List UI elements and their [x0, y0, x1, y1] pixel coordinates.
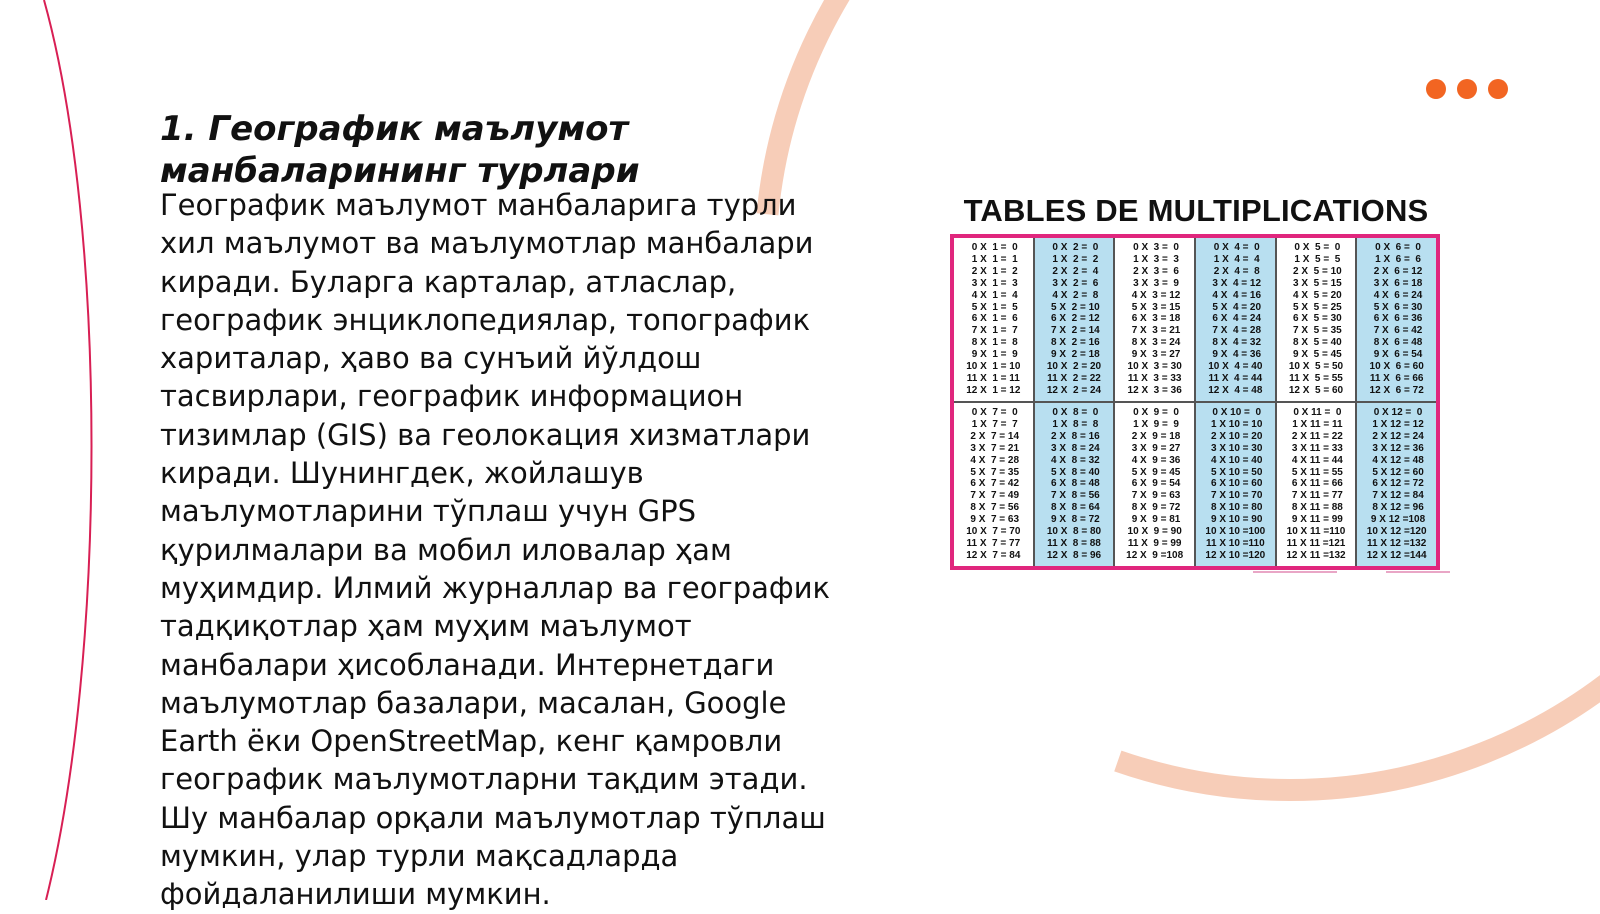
table-row: 0 X 10 = 0: [1209, 407, 1262, 418]
table-row: 10 X 9 = 90: [1127, 526, 1182, 538]
table-row: 4 X 6 = 24: [1370, 289, 1423, 301]
table-row: 7 X 10 = 70: [1208, 490, 1263, 502]
table-10: [1196, 403, 1275, 566]
figure-footer-line: [1386, 571, 1450, 573]
table-row: 11 X 1 = 11: [966, 372, 1020, 384]
table-row: 8 X 9 = 72: [1128, 502, 1181, 514]
table-row: 2 X 6 = 12: [1370, 265, 1423, 277]
table-row: 9 X 4 = 36: [1209, 349, 1262, 361]
table-row: 9 X 10 = 90: [1208, 514, 1263, 526]
table-12: [1357, 403, 1436, 566]
table-row: 5 X 1 = 5: [969, 301, 1018, 313]
table-row: 4 X 10 = 40: [1208, 454, 1263, 466]
table-row: 6 X 8 = 48: [1048, 478, 1100, 490]
table-row: 4 X 2 = 8: [1049, 289, 1099, 301]
table-row: 3 X 5 = 15: [1290, 277, 1342, 289]
table-row: 10 X 5 = 50: [1288, 361, 1344, 373]
table-row: 1 X 10 = 10: [1208, 418, 1263, 430]
table-row: 11 X 7 = 77: [966, 537, 1021, 549]
table-row: 7 X 11 = 77: [1289, 490, 1343, 502]
table-row: 12 X 3 = 36: [1127, 384, 1182, 396]
table-row: 0 X 4 = 0: [1210, 242, 1260, 253]
table-row: 8 X 4 = 32: [1209, 337, 1262, 349]
tables-frame: [950, 234, 1440, 570]
table-row: 8 X 1 = 8: [969, 337, 1018, 349]
table-row: 7 X 7 = 49: [967, 490, 1020, 502]
table-row: 8 X 8 = 64: [1048, 502, 1100, 514]
table-row: 6 X 4 = 24: [1209, 313, 1262, 325]
table-row: 5 X 3 = 15: [1128, 301, 1181, 313]
table-row: 12 X 8 = 96: [1046, 549, 1102, 561]
table-row: 1 X 1 = 1: [969, 253, 1018, 265]
table-row: 8 X 3 = 24: [1128, 337, 1181, 349]
table-row: 7 X 12 = 84: [1369, 490, 1424, 502]
table-row: 8 X 2 = 16: [1048, 337, 1100, 349]
table-row: 3 X 2 = 6: [1049, 277, 1099, 289]
table-row: 6 X 12 = 72: [1369, 478, 1424, 490]
table-6: [1357, 238, 1436, 401]
table-row: 2 X 8 = 16: [1048, 430, 1100, 442]
table-row: 12 X 2 = 24: [1046, 384, 1102, 396]
dot: [1457, 79, 1477, 99]
table-row: 3 X 8 = 24: [1048, 442, 1100, 454]
table-row: 2 X 7 = 14: [967, 430, 1020, 442]
table-row: 3 X 9 = 27: [1128, 442, 1181, 454]
table-row: 12 X 7 = 84: [966, 549, 1021, 561]
table-row: 8 X 11 = 88: [1289, 502, 1343, 514]
table-row: 1 X 4 = 4: [1210, 253, 1260, 265]
table-row: 9 X 12 =108: [1368, 514, 1426, 526]
table-row: 7 X 9 = 63: [1128, 490, 1181, 502]
table-row: 0 X 11 = 0: [1290, 407, 1342, 418]
table-row: 9 X 5 = 45: [1290, 349, 1342, 361]
table-row: 4 X 11 = 44: [1289, 454, 1343, 466]
table-row: 7 X 8 = 56: [1048, 490, 1100, 502]
table-row: 7 X 5 = 35: [1290, 325, 1342, 337]
table-row: 10 X 2 = 20: [1046, 361, 1102, 373]
table-row: 12 X 9 =108: [1126, 549, 1184, 561]
table-9: [1115, 403, 1194, 566]
table-row: 8 X 12 = 96: [1369, 502, 1424, 514]
table-row: 2 X 5 = 10: [1290, 265, 1342, 277]
table-row: 7 X 1 = 7: [969, 325, 1018, 337]
table-row: 5 X 6 = 30: [1370, 301, 1423, 313]
table-row: 12 X 1 = 12: [966, 384, 1021, 396]
table-row: 0 X 2 = 0: [1049, 242, 1099, 253]
slide-title: 1. Географик маълумот манбаларининг турлари: [160, 109, 640, 191]
table-5: [1277, 238, 1356, 401]
table-row: 7 X 6 = 42: [1370, 325, 1423, 337]
table-row: 8 X 5 = 40: [1290, 337, 1342, 349]
table-row: 10 X 10 =100: [1205, 526, 1266, 538]
table-row: 5 X 5 = 25: [1290, 301, 1342, 313]
table-row: 4 X 9 = 36: [1128, 454, 1181, 466]
table-row: 11 X 3 = 33: [1127, 372, 1182, 384]
table-row: 9 X 11 = 99: [1289, 514, 1343, 526]
multiplication-tables-image: [950, 193, 1450, 570]
table-row: 2 X 11 = 22: [1289, 430, 1343, 442]
table-row: 2 X 9 = 18: [1128, 430, 1181, 442]
table-row: 4 X 7 = 28: [967, 454, 1020, 466]
table-row: 3 X 1 = 3: [969, 277, 1018, 289]
table-row: 3 X 10 = 30: [1208, 442, 1263, 454]
table-row: 9 X 1 = 9: [969, 349, 1018, 361]
table-row: 11 X 8 = 88: [1047, 537, 1101, 549]
figure-footer-line: [1253, 571, 1337, 573]
figure-title: TABLES DE MULTIPLICATIONS: [963, 193, 1429, 228]
table-row: 0 X 6 = 0: [1372, 242, 1421, 253]
table-row: 3 X 3 = 9: [1130, 277, 1179, 289]
table-row: 4 X 8 = 32: [1048, 454, 1100, 466]
table-7: [954, 403, 1033, 566]
table-row: 7 X 3 = 21: [1128, 325, 1181, 337]
table-row: 11 X 4 = 44: [1208, 372, 1263, 384]
table-row: 7 X 4 = 28: [1209, 325, 1262, 337]
table-row: 9 X 8 = 72: [1048, 514, 1100, 526]
table-row: 8 X 10 = 80: [1208, 502, 1263, 514]
table-row: 6 X 9 = 54: [1128, 478, 1181, 490]
table-row: 4 X 1 = 4: [969, 289, 1018, 301]
table-row: 3 X 6 = 18: [1370, 277, 1423, 289]
table-row: 9 X 7 = 63: [967, 514, 1020, 526]
table-row: 1 X 12 = 12: [1369, 418, 1424, 430]
table-row: 6 X 1 = 6: [969, 313, 1018, 325]
table-row: 0 X 5 = 0: [1291, 242, 1341, 253]
table-row: 2 X 3 = 6: [1130, 265, 1179, 277]
table-row: 4 X 4 = 16: [1209, 289, 1262, 301]
table-row: 10 X 3 = 30: [1127, 361, 1182, 373]
dot: [1488, 79, 1508, 99]
table-row: 2 X 12 = 24: [1369, 430, 1424, 442]
table-row: 10 X 4 = 40: [1208, 361, 1263, 373]
table-row: 0 X 8 = 0: [1049, 407, 1099, 418]
table-row: 1 X 8 = 8: [1049, 418, 1099, 430]
table-row: 4 X 5 = 20: [1290, 289, 1342, 301]
table-row: 1 X 7 = 7: [969, 418, 1018, 430]
table-row: 11 X 9 = 99: [1127, 537, 1182, 549]
table-row: 3 X 11 = 33: [1289, 442, 1343, 454]
table-row: 6 X 10 = 60: [1208, 478, 1263, 490]
table-row: 2 X 10 = 20: [1208, 430, 1263, 442]
table-row: 12 X 4 = 48: [1208, 384, 1263, 396]
table-row: 7 X 2 = 14: [1048, 325, 1100, 337]
table-row: 3 X 12 = 36: [1369, 442, 1424, 454]
table-row: 12 X 6 = 72: [1369, 384, 1424, 396]
table-row: 12 X 10 =120: [1205, 549, 1266, 561]
decorative-left-curve: [44, 0, 92, 900]
table-row: 5 X 4 = 20: [1209, 301, 1262, 313]
table-row: 5 X 9 = 45: [1128, 466, 1181, 478]
table-row: 0 X 9 = 0: [1130, 407, 1179, 418]
table-row: 12 X 5 = 60: [1288, 384, 1344, 396]
table-row: 4 X 3 = 12: [1128, 289, 1181, 301]
table-row: 11 X 6 = 66: [1369, 372, 1424, 384]
table-row: 6 X 11 = 66: [1289, 478, 1343, 490]
table-row: 2 X 1 = 2: [969, 265, 1018, 277]
table-row: 6 X 7 = 42: [967, 478, 1020, 490]
table-row: 5 X 7 = 35: [967, 466, 1020, 478]
table-row: 0 X 3 = 0: [1130, 242, 1179, 253]
table-row: 5 X 11 = 55: [1289, 466, 1343, 478]
table-row: 11 X 2 = 22: [1047, 372, 1101, 384]
table-row: 9 X 9 = 81: [1128, 514, 1181, 526]
table-row: 10 X 12 =120: [1366, 526, 1427, 538]
table-row: 9 X 6 = 54: [1370, 349, 1423, 361]
table-row: 10 X 11 =110: [1286, 526, 1346, 538]
table-row: 9 X 3 = 27: [1128, 349, 1181, 361]
table-row: 8 X 7 = 56: [967, 502, 1020, 514]
table-row: 6 X 3 = 18: [1128, 313, 1181, 325]
table-row: 5 X 12 = 60: [1369, 466, 1424, 478]
table-3: [1115, 238, 1194, 401]
dot: [1426, 79, 1446, 99]
table-row: 5 X 2 = 10: [1048, 301, 1100, 313]
table-row: 12 X 12 =144: [1366, 549, 1427, 561]
table-row: 11 X 10 =110: [1205, 537, 1265, 549]
slide-body-text: Географик маълумот манбаларига турли хил маълумот ва маълумотлар манбалари киради. Буларга карталар, атласлар, географик энциклопедиялар, топографик хариталар, ҳаво ва сунъий йўлдош тасвирлари, географик информацион тизимлар (GIS) ва геолокация хизматлари киради. Шунингдек, жойлашув маълумотларини тўплаш учун GPS қурилмалари ва мобил иловалар ҳам муҳимдир. Илмий журналлар ва географик тадқиқотлар ҳам муҳим маълумот манбалари ҳисобланади. Интернетдаги маълумотлар базалари, масалан, Google Earth ёки OpenStreetMap, кенг қамровли географик маълумотларни тақдим этади. Шу манбалар орқали маълумотлар тўплаш мумкин, улар турли мақсадларда фойдаланилиши мумкин.: [160, 188, 831, 912]
table-row: 11 X 11 =121: [1286, 537, 1346, 549]
table-row: 10 X 8 = 80: [1046, 526, 1102, 538]
table-8: [1035, 403, 1114, 566]
tables-grid: [954, 238, 1436, 566]
table-row: 10 X 7 = 70: [966, 526, 1021, 538]
table-4: [1196, 238, 1275, 401]
table-row: 1 X 3 = 3: [1130, 253, 1179, 265]
table-row: 10 X 1 = 10: [966, 361, 1021, 373]
table-row: 4 X 12 = 48: [1369, 454, 1424, 466]
table-row: 6 X 2 = 12: [1048, 313, 1100, 325]
table-row: 9 X 2 = 18: [1048, 349, 1100, 361]
table-row: 0 X 1 = 0: [969, 242, 1018, 253]
table-row: 0 X 7 = 0: [969, 407, 1018, 418]
table-row: 2 X 4 = 8: [1210, 265, 1260, 277]
table-row: 3 X 7 = 21: [967, 442, 1020, 454]
table-2: [1035, 238, 1114, 401]
table-row: 5 X 8 = 40: [1048, 466, 1100, 478]
table-row: 1 X 2 = 2: [1049, 253, 1099, 265]
table-11: [1277, 403, 1356, 566]
table-row: 11 X 12 =132: [1367, 537, 1427, 549]
table-row: 2 X 2 = 4: [1049, 265, 1099, 277]
table-row: 3 X 4 = 12: [1209, 277, 1262, 289]
table-row: 1 X 11 = 11: [1289, 418, 1343, 430]
table-row: 0 X 12 = 0: [1370, 407, 1423, 418]
table-row: 5 X 10 = 50: [1208, 466, 1263, 478]
table-row: 6 X 6 = 36: [1370, 313, 1423, 325]
table-1: [954, 238, 1033, 401]
table-row: 8 X 6 = 48: [1370, 337, 1423, 349]
table-row: 1 X 5 = 5: [1291, 253, 1341, 265]
table-row: 12 X 11 =132: [1286, 549, 1346, 561]
three-dots-icon: [1426, 79, 1508, 99]
table-row: 1 X 6 = 6: [1372, 253, 1421, 265]
table-row: 6 X 5 = 30: [1290, 313, 1342, 325]
table-row: 1 X 9 = 9: [1130, 418, 1179, 430]
table-row: 11 X 5 = 55: [1289, 372, 1343, 384]
table-row: 10 X 6 = 60: [1369, 361, 1424, 373]
